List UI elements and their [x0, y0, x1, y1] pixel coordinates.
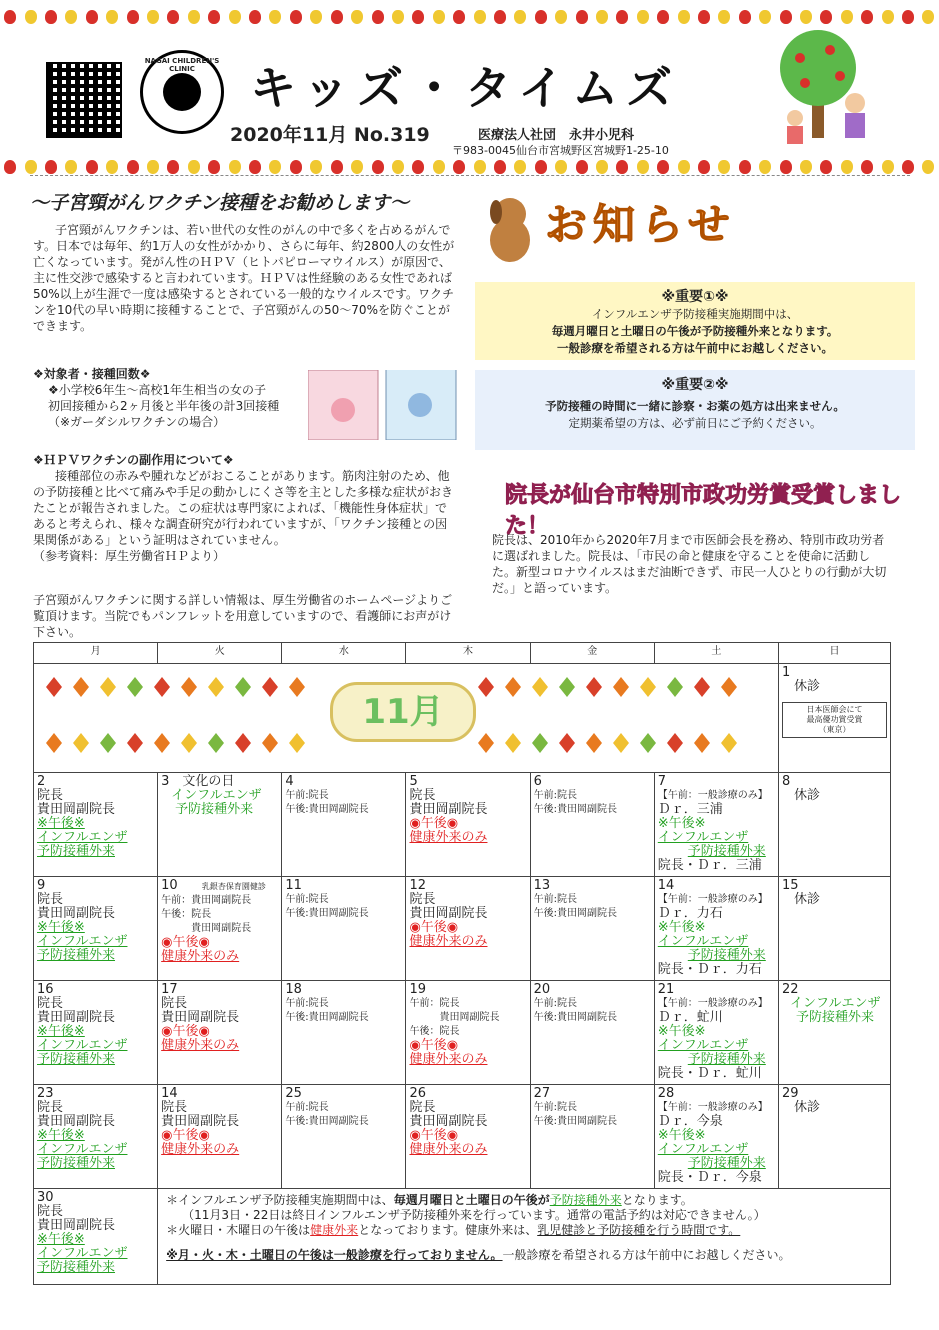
award-note: 日本医師会にて 最高優功賞受賞 （東京）	[782, 702, 887, 738]
month-label: 11月	[330, 682, 476, 742]
pear-icon	[718, 160, 730, 174]
issue-number: 2020年11月 No.319	[230, 124, 430, 146]
calendar-day-18: 18 午前:院長 午後:貴田岡副院長	[282, 981, 406, 1085]
calendar-day-30: 30 院長 貴田岡副院長 ※午後※ インフルエンザ 予防接種外来	[34, 1189, 158, 1285]
pear-icon	[596, 10, 608, 24]
calendar-day-3: 3 文化の日 インフルエンザ 予防接種外来	[158, 773, 282, 877]
pear-icon	[841, 160, 853, 174]
target-heading: ❖対象者・接種回数❖	[33, 367, 151, 381]
leaf-icon	[721, 677, 737, 697]
pear-icon	[106, 10, 118, 24]
hpv-closing: 子宮頸がんワクチンに関する詳しい情報は、厚生労働省のホームページよりご覧頂けます。当院でもパンフレットを用意していますので、看護師にお声がけ下さい。	[33, 593, 453, 639]
side-effect-heading: ❖ＨＰＶワクチンの副作用について❖	[33, 453, 234, 467]
leaf-icon	[46, 677, 62, 697]
clinic-address: 〒983-0045仙台市宮城野区宮城野1-25-10	[452, 144, 669, 157]
pear-icon	[433, 10, 445, 24]
apple-tree-illustration	[760, 28, 880, 148]
apple-icon	[576, 10, 588, 24]
leaf-icon	[478, 733, 494, 753]
calendar-day-12: 12 院長 貴田岡副院長 ◉午後◉ 健康外来のみ	[406, 877, 530, 981]
calendar-day-6: 6 午前:院長 午後:貴田岡副院長	[530, 773, 654, 877]
calendar-day-13: 13 午前:院長 午後:貴田岡副院長	[530, 877, 654, 981]
apple-icon	[453, 10, 465, 24]
target-line-1: ❖小学校6年生～高校1年生相当の女の子	[48, 383, 267, 397]
calendar-day-16: 16 院長 貴田岡副院長 ※午後※ インフルエンザ 予防接種外来	[34, 981, 158, 1085]
calendar-day-17: 17 院長 貴田岡副院長 ◉午後◉ 健康外来のみ	[158, 981, 282, 1085]
apple-icon	[698, 10, 710, 24]
pear-icon	[269, 160, 281, 174]
pear-icon	[637, 160, 649, 174]
calendar-day-24: 14 院長 貴田岡副院長 ◉午後◉ 健康外来のみ	[158, 1085, 282, 1189]
pear-icon	[514, 160, 526, 174]
apple-icon	[861, 160, 873, 174]
pear-icon	[759, 10, 771, 24]
leaf-icon	[181, 677, 197, 697]
leaf-icon	[586, 677, 602, 697]
leaf-icon	[640, 733, 656, 753]
apple-icon	[45, 10, 57, 24]
leaf-icon	[154, 677, 170, 697]
leaf-icon	[208, 733, 224, 753]
leaf-icon	[100, 677, 116, 697]
pear-icon	[882, 160, 894, 174]
pear-icon	[269, 10, 281, 24]
calendar-day-10: 10 乳銀杏保育園健診 午前：貴田岡副院長 午後：院長 貴田岡副院長 ◉午後◉ 健康外来のみ	[158, 877, 282, 981]
hpv-section-title: ～子宮頸がんワクチン接種をお勧めします～	[30, 192, 410, 214]
pear-icon	[922, 10, 934, 24]
apple-icon	[167, 160, 179, 174]
leaf-icon	[559, 733, 575, 753]
apple-icon	[535, 10, 547, 24]
leaf-icon	[586, 733, 602, 753]
leaf-icon	[505, 677, 521, 697]
calendar-day-11: 11 午前:院長 午後:貴田岡副院長	[282, 877, 406, 981]
leaf-icon	[181, 733, 197, 753]
award-text: 院長は、2010年から2020年7月まで市医師会長を務め、特別市政功労者に選ばれました。院長は、「市民の命と健康を守ることを使命に活動した。新型コロナウイルスはまだ油断できず、市民一人ひとりの行動が大切だ。」と語っています。	[492, 533, 887, 595]
pear-icon	[65, 10, 77, 24]
leaf-icon	[235, 733, 251, 753]
pear-icon	[310, 160, 322, 174]
pear-icon	[474, 160, 486, 174]
pear-icon	[514, 10, 526, 24]
leaf-icon	[46, 733, 62, 753]
side-effect-text: 接種部位の赤みや腫れなどがおこることがあります。筋肉注射のため、他の予防接種と比べて痛みや手足の動かしにくさ等を主とした多様な症状がおきたことが報告されました。この症状は専門家によれば、「機能性身体症状」であると考えられ、様々な調査研究が行われていますが、「ワクチン接種との因果関係がある」という証明はされていません。	[33, 469, 454, 547]
footer-notes: ＊インフルエンザ予防接種実施期間中は、毎週月曜日と土曜日の午後が予防接種外来となります。 （11月3日・22日は終日インフルエンザ予防接種外来を行っています。通常の電話予約は対応できません。） ＊火曜日・木曜日の午後は健康外来となっております。健康外来は、乳児健診と予防接種を行う時間です。 ※月・火・木・土曜日の午後は一般診療を行っておりません。一般診療を希望される方は午前中にお越しください。	[158, 1189, 891, 1285]
leaf-icon	[613, 733, 629, 753]
apple-icon	[208, 10, 220, 24]
calendar-day-7: 7 【午前：一般診療のみ】 Ｄｒ．三浦 ※午後※ インフルエンザ 予防接種外来 院長・Ｄｒ．三浦	[654, 773, 778, 877]
leaf-icon	[73, 733, 89, 753]
leaf-icon	[613, 677, 629, 697]
leaf-icon	[73, 677, 89, 697]
weekday-header-row	[34, 643, 891, 664]
leaf-icon	[532, 677, 548, 697]
apple-icon	[861, 10, 873, 24]
leaf-icon	[532, 733, 548, 753]
notice-title: お知らせ	[545, 200, 736, 249]
calendar-day-25: 25 午前:院長 午後:貴田岡副院長	[282, 1085, 406, 1189]
weekday-wed: 水	[282, 643, 406, 664]
apple-icon	[657, 10, 669, 24]
apple-icon	[331, 10, 343, 24]
pear-icon	[25, 160, 37, 174]
calendar-day-21: 21 【午前：一般診療のみ】 Ｄｒ．虻川 ※午後※ インフルエンザ 予防接種外来 院長・Ｄｒ．虻川	[654, 981, 778, 1085]
pear-icon	[310, 10, 322, 24]
pear-icon	[25, 10, 37, 24]
pear-icon	[65, 160, 77, 174]
apple-icon	[45, 160, 57, 174]
leaf-icon	[667, 677, 683, 697]
pear-icon	[800, 10, 812, 24]
apple-icon	[249, 160, 261, 174]
calendar-day-5: 5 院長 貴田岡副院長 ◉午後◉ 健康外来のみ	[406, 773, 530, 877]
leaf-icon	[208, 677, 224, 697]
pear-icon	[882, 10, 894, 24]
qr-code[interactable]	[46, 62, 122, 138]
pear-icon	[188, 160, 200, 174]
leaf-icon	[559, 677, 575, 697]
leaf-icon	[235, 677, 251, 697]
apple-icon	[86, 160, 98, 174]
apple-icon	[616, 160, 628, 174]
pear-icon	[392, 10, 404, 24]
pear-icon	[351, 160, 363, 174]
calendar-day-9: 9 院長 貴田岡副院長 ※午後※ インフルエンザ 予防接種外来	[34, 877, 158, 981]
calendar-day-28: 28 【午前：一般診療のみ】 Ｄｒ．今泉 ※午後※ インフルエンザ 予防接種外来 院長・Ｄｒ．今泉	[654, 1085, 778, 1189]
apple-icon	[372, 10, 384, 24]
apple-icon	[4, 10, 16, 24]
apple-icon	[127, 10, 139, 24]
target-line-2: 初回接種から2ヶ月後と半年後の計3回接種	[48, 399, 280, 413]
calendar-day-8: 8 休診	[779, 773, 891, 877]
leaf-icon	[694, 677, 710, 697]
weekday-sat: 土	[654, 643, 778, 664]
apple-icon	[494, 10, 506, 24]
leaf-icon	[100, 733, 116, 753]
calendar-day-27: 27 午前:院長 午後:貴田岡副院長	[530, 1085, 654, 1189]
apple-icon	[820, 10, 832, 24]
calendar-day-29: 29 休診	[779, 1085, 891, 1189]
apple-icon	[657, 160, 669, 174]
pear-icon	[147, 10, 159, 24]
apple-icon	[698, 160, 710, 174]
pear-icon	[800, 160, 812, 174]
leaf-icon	[154, 733, 170, 753]
clinic-name: 医療法人社団 永井小児科	[478, 128, 635, 143]
award-title: 院長が仙台市特別市政功労賞受賞しました！	[505, 483, 902, 539]
pear-icon	[555, 10, 567, 24]
apple-icon	[290, 10, 302, 24]
apple-icon	[535, 160, 547, 174]
apple-icon	[208, 160, 220, 174]
leaf-icon	[694, 733, 710, 753]
pear-icon	[106, 160, 118, 174]
apple-icon	[780, 10, 792, 24]
pear-icon	[474, 10, 486, 24]
apple-icon	[739, 160, 751, 174]
leaf-icon	[667, 733, 683, 753]
calendar-day-1: 1 休診 日本医師会にて 最高優功賞受賞 （東京）	[779, 664, 891, 773]
target-line-3: （※ガーダシルワクチンの場合）	[48, 415, 226, 429]
apple-icon	[453, 160, 465, 174]
pear-icon	[147, 160, 159, 174]
leaf-icon	[262, 733, 278, 753]
calendar-day-14: 14 【午前：一般診療のみ】 Ｄｒ．力石 ※午後※ インフルエンザ 予防接種外来 院長・Ｄｒ．力石	[654, 877, 778, 981]
leaf-icon	[289, 677, 305, 697]
leaf-icon	[289, 733, 305, 753]
top-fruit-border	[0, 6, 939, 28]
calendar-day-4: 4 午前:院長 午後:貴田岡副院長	[282, 773, 406, 877]
leaf-icon	[505, 733, 521, 753]
calendar-day-23: 23 院長 貴田岡副院長 ※午後※ インフルエンザ 予防接種外来	[34, 1085, 158, 1189]
apple-icon	[616, 10, 628, 24]
pear-icon	[229, 160, 241, 174]
calendar-day-15: 15 休診	[779, 877, 891, 981]
pear-icon	[392, 160, 404, 174]
apple-icon	[494, 160, 506, 174]
apple-icon	[780, 160, 792, 174]
calendar-day-19: 19 午前：院長 貴田岡副院長 午後：院長 ◉午後◉ 健康外来のみ	[406, 981, 530, 1085]
leaf-icon	[640, 677, 656, 697]
apple-icon	[86, 10, 98, 24]
leaf-icon	[721, 733, 737, 753]
pear-icon	[678, 160, 690, 174]
calendar-day-20: 20 午前:院長 午後:貴田岡副院長	[530, 981, 654, 1085]
calendar-day-22: 22 インフルエンザ 予防接種外来	[779, 981, 891, 1085]
important-notice-2: ※重要②※ 予防接種の時間に一緒に診察・お薬の処方は出来ません。 定期薬希望の方は、必ず前日にご予約ください。	[475, 370, 915, 450]
pamphlet-images	[308, 370, 458, 440]
reference-note: （参考資料：厚生労働省ＨＰより）	[33, 549, 226, 563]
pear-icon	[637, 10, 649, 24]
pear-icon	[718, 10, 730, 24]
pear-icon	[922, 160, 934, 174]
leaf-icon	[127, 733, 143, 753]
apple-icon	[331, 160, 343, 174]
apple-icon	[290, 160, 302, 174]
leaf-icon	[262, 677, 278, 697]
apple-icon	[412, 160, 424, 174]
apple-icon	[902, 10, 914, 24]
newsletter-title: キッズ・タイムズ	[250, 61, 681, 115]
apple-icon	[249, 10, 261, 24]
weekday-fri: 金	[530, 643, 654, 664]
apple-icon	[412, 10, 424, 24]
section-divider	[30, 175, 910, 176]
calendar-day-26: 26 院長 貴田岡副院長 ◉午後◉ 健康外来のみ	[406, 1085, 530, 1189]
pear-icon	[188, 10, 200, 24]
weekday-mon: 月	[34, 643, 158, 664]
clinic-logo: NAGAI CHILDREN'S CLINIC	[140, 50, 224, 134]
leaf-icon	[127, 677, 143, 697]
apple-icon	[820, 160, 832, 174]
pear-icon	[678, 10, 690, 24]
calendar-day-2: 2 院長 貴田岡副院長 ※午後※ インフルエンザ 予防接種外来	[34, 773, 158, 877]
pear-icon	[759, 160, 771, 174]
dog-illustration	[480, 190, 540, 270]
apple-icon	[739, 10, 751, 24]
pear-icon	[229, 10, 241, 24]
important-notice-1: ※重要①※ インフルエンザ予防接種実施期間中は、 毎週月曜日と土曜日の午後が予防接種外来となります。 一般診療を希望される方は午前中にお越しください。	[475, 282, 915, 360]
pear-icon	[433, 160, 445, 174]
pear-icon	[555, 160, 567, 174]
pear-icon	[351, 10, 363, 24]
hpv-intro: 子宮頸がんワクチンは、若い世代の女性のがんの中で多くを占めるがんです。日本では毎年、約1万人の女性がかかり、さらに毎年、約2800人の女性が亡くなっています。発がん性のＨＰＶ（ヒトパピローマウイルス）が原因で、主に性交渉で感染すると言われています。ＨＰＶは性経験のある女性であれば50%以上が生涯で一度は感染するとされている一般的なウイルスです。ワクチンを10代の早い時期に接種することで、子宮頸がんの50～70%を防ぐことができます。	[33, 223, 455, 333]
weekday-thu: 木	[406, 643, 530, 664]
weekday-sun: 日	[779, 643, 891, 664]
apple-icon	[167, 10, 179, 24]
apple-icon	[127, 160, 139, 174]
pear-icon	[596, 160, 608, 174]
apple-icon	[4, 160, 16, 174]
apple-icon	[576, 160, 588, 174]
pear-icon	[841, 10, 853, 24]
apple-icon	[902, 160, 914, 174]
leaf-icon	[478, 677, 494, 697]
apple-icon	[372, 160, 384, 174]
weekday-tue: 火	[158, 643, 282, 664]
